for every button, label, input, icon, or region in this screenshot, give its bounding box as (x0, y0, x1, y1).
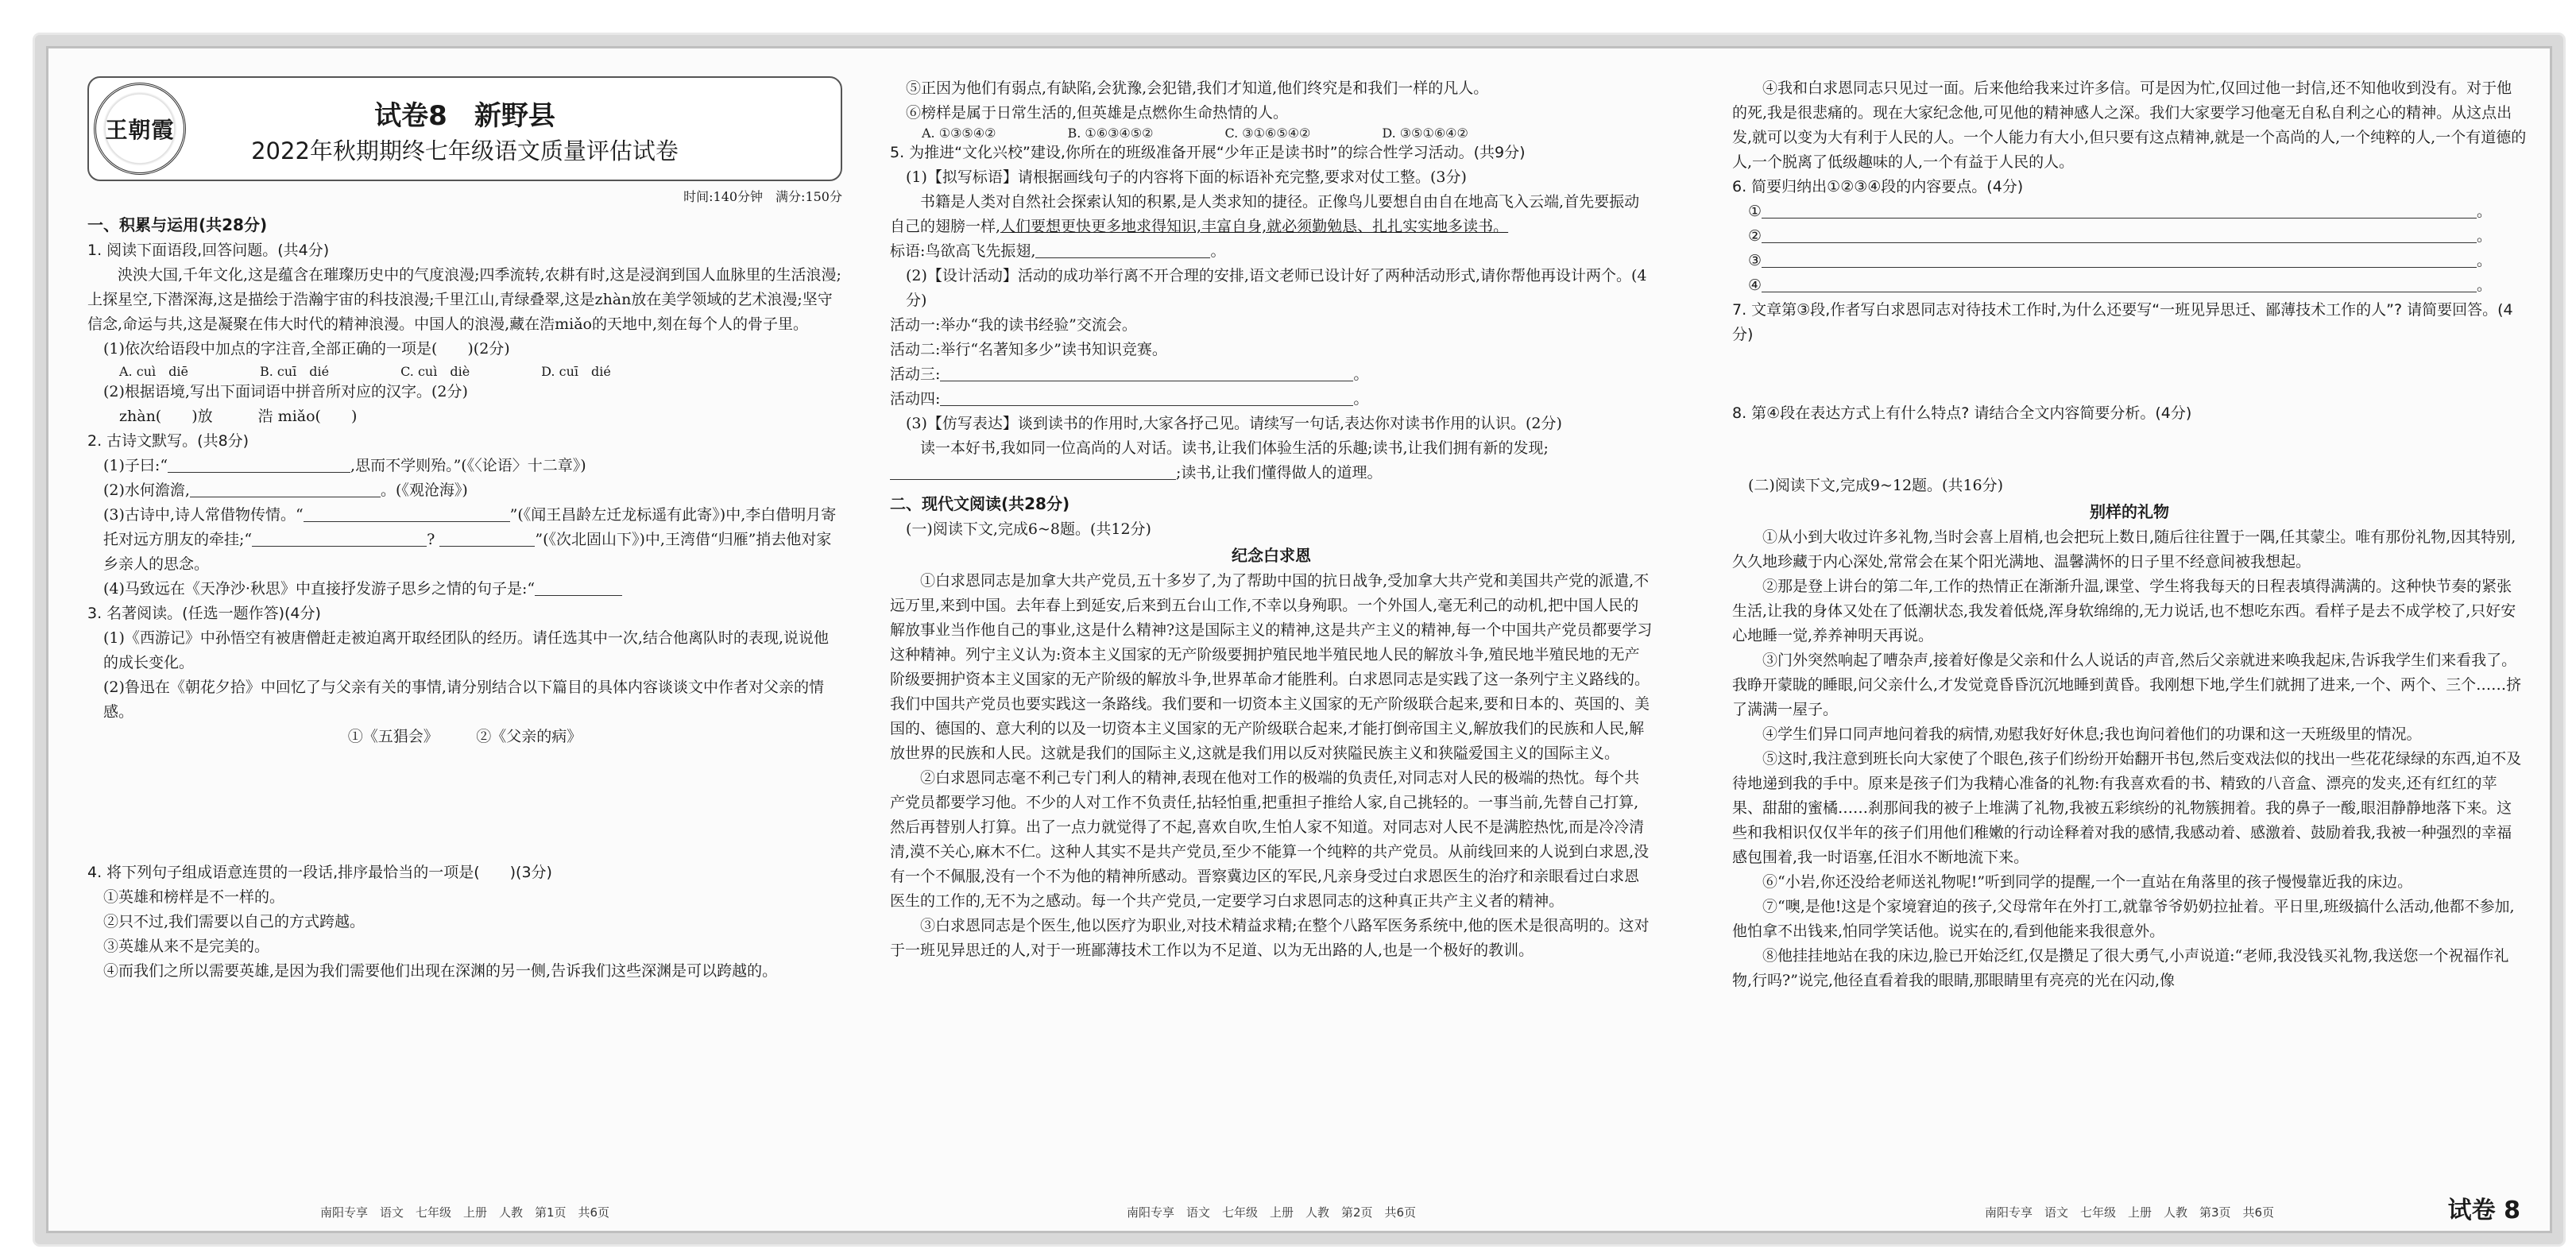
article-paragraph: ⑤这时,我注意到班长向大家使了个眼色,孩子们纷纷开始翻开书包,然后变戏法似的找出一些花花绿绿的东西,迫不及待地递到我的手中。原来是孩子们为我精心准备的礼物:有我喜欢看的书、精致的八音盒、漂亮的发夹,还有红红的苹果、甜甜的蜜橘……刹那间我的被子上堆满了礼物,我被五彩缤纷的礼物簇拥着。我的鼻子一酸,眼泪静静地落下来。这些和我相识仅仅半年的孩子们用他们稚嫩的行动诠释着对我的感情,我感动着、感激着、鼓励着我,我被一种强烈的幸福感包围着,我一时语塞,任泪水不断地流下来。 (1732, 750, 2522, 866)
article-paragraph: ④学生们异口同声地问着我的病情,劝慰我好好休息;我也询问着他们的功课和这一天班级里的情况。 (1762, 725, 2422, 743)
passage-end: ;读书,让我们懂得做人的道理。 (1176, 464, 1383, 482)
answer-line[interactable] (1762, 226, 2477, 243)
option-c[interactable]: C. ③①⑥⑤④② (1224, 126, 1311, 141)
article-paragraph: ①白求恩同志是加拿大共产党员,五十多岁了,为了帮助中国的抗日战争,受加拿大共产党和美国共产党的派遣,不远万里,来到中国。去年春上到延安,后来到五台山工作,不幸以身殉职。一个外国人,毫无利己的动机,把中国人民的解放事业当作他自己的事业,这是什么精神?这是国际主义的精神,这是共产主义的精神,每一个中国共产党员都要学习这种精神。列宁主义认为:资本主义国家的无产阶级要拥护殖民地半殖民地人民的解放斗争,殖民地半殖民地的无产阶级要拥护资本主义国家的无产阶级的解放斗争,世界革命才能胜利。白求恩同志是实践了这一条列宁主义路线的。我们中国共产党员也要实践这一条路线。我们要和一切资本主义国家的无产阶级联合起来,要和日本的、英国的、美国的、德国的、意大利的以及一切资本主义国家的无产阶级联合起来,才能打倒帝国主义,解放我们的民族和人民,解放世界的民族和人民。这就是我们的国际主义,这就是我们用以反对狭隘民族主义和狭隘爱国主义的国际主义。 (890, 572, 1653, 762)
underlined-sentence: 人们要想更快更多地求得知识,丰富自身,就必须勤勉恳、扎扎实实地多读书。 (1000, 218, 1509, 235)
exam-number: 试卷 8 (2447, 1197, 2520, 1224)
answer-mark: ③ (1748, 252, 1762, 269)
question-3: 3. 名著阅读。(任选一题作答)(4分) (87, 605, 321, 622)
question-2: 2. 古诗文默写。(共8分) (87, 432, 249, 450)
answer-blank[interactable] (890, 463, 1176, 480)
subsection: (一)阅读下文,完成6~8题。(共12分) (906, 520, 1151, 538)
option-a[interactable]: A. cuì diē (119, 364, 188, 379)
subsection: (二)阅读下文,完成9~12题。(共16分) (1748, 477, 2004, 494)
section-heading: 二、现代文阅读(共28分) (890, 494, 1070, 513)
article-paragraph: ②白求恩同志毫不利己专门利人的精神,表现在他对工作的极端的负责任,对同志对人民的极端的热忱。每个共产党员都要学习他。不少的人对工作不负责任,拈轻怕重,把重担子推给人家,自己挑轻的。一事当前,先替自己打算,然后再替别人打算。出了一点力就觉得了不起,喜欢自吹,生怕人家不知道。对同志对人民不是满腔热忱,而是冷冷清清,漠不关心,麻木不仁。这种人其实不是共产党员,至少不能算一个纯粹的共产党员。从前线回来的人说到白求恩,没有一个不佩服,没有一个不为他的精神所感动。晋察冀边区的军民,凡亲身受过白求恩医生的治疗和亲眼看过白求恩医生的工作的,无不为之感动。每一个共产党员,一定要学习白求恩同志的这种真正共产主义者的精神。 (890, 769, 1650, 910)
q2-2-a: (2)水何澹澹, (103, 482, 190, 499)
activity-4: 活动四: (890, 390, 941, 408)
article-title: 别样的礼物 (2090, 502, 2169, 521)
article-paragraph: ①从小到大收过许多礼物,当时会喜上眉梢,也会把玩上数日,随后往往置于一隅,任其蒙尘。唯有那份礼物,因其特别,久久地珍藏于内心深处,常常会在某个阳光满地、温馨满怀的日子里不经意间被我想起。 (1732, 528, 2516, 570)
question-3-1: (1)《西游记》中孙悟空有被唐僧赶走被迫离开取经团队的经历。请任选其中一次,结合他离队时的表现,说说他的成长变化。 (103, 629, 829, 671)
page-footer: 南阳专享 语文 七年级 上册 人教 第2页 共6页 (1126, 1205, 1417, 1220)
q2-1-b: ,思而不学则殆。”(《〈论语〉十二章》) (350, 457, 586, 474)
book-titles: ①《五猖会》 ②《父亲的病》 (347, 728, 582, 745)
exam-meta: 时间:140分钟 满分:150分 (683, 189, 842, 204)
question-7: 7. 文章第③段,作者写白求恩同志对待技术工作时,为什么还要写“一班见异思迁、鄙薄技术工作的人”? 请简要回答。(4分) (1732, 301, 2513, 343)
answer-blank[interactable] (190, 481, 381, 497)
options (890, 126, 1653, 141)
option-c[interactable]: C. cuì diè (400, 364, 470, 379)
page-2: ⑤正因为他们有弱点,有缺陷,会犹豫,会犯错,我们才知道,他们终究是和我们一样的凡人。 ⑥榜样是属于日常生活的,但英雄是点燃你生命热情的人。 A. ①③⑤④② B. ①⑥③④⑤② C. ③①⑥⑤④② D. ③⑤①⑥④② 5. 为推进“文化兴校”建设,你所在的班级准备开展“少年正是读书时”的综合性学习活动。(共9分) (1)【拟写标语】请根据画线句子的内容将下面的标语补充完整,要求对仗工整。(3分) 书籍是人类对自然社会探索认知的积累,是人类求知的捷径。正像鸟儿要想自由自在地高飞入云端,首先要振动自己的翅膀一样,人们要想更快更多地求得知识,丰富自身,就必须勤勉恳、扎扎实实地多读书。 标语:鸟欲高飞先振翅, 。 (2)【设计活动】活动的成功举行离不开合理的安排,语文老师已设计好了两种活动形式,请你帮他再设计两个。(4分) 活动一:举办“我的读书经验”交流会。 活动二:举行“名著知多少”读书知识竞赛。 活动三: 。 活动四: 。 (3)【仿写表达】谈到读书的作用时,大家各抒己见。请续写一句话,表达你对读书作用的认识。(2分) 读一本好书,我如同一位高尚的人对话。读书,让我们体验生活的乐趣;读书,让我们拥有新的发现;;读书,让我们懂得做人的道理。 二、现代文阅读(共28分) (一)阅读下文,完成6~8题。(共12分) 纪念白求恩 ①白求恩同志是加拿大共产党员,五十多岁了,为了帮助中国的抗日战争,受加拿大共产党和美国共产党的派遣,不远万里,来到中国。去年春上到延安,后来到五台山工作,不幸以身殉职。一个外国人,毫无利己的动机,把中国人民的解放事业当作他自己的事业,这是什么精神?这是国际主义的精神,这是共产主义的精神,每一个中国共产党员都要学习这种精神。列宁主义认为:资本主义国家的无产阶级要拥护殖民地半殖民地人民的解放斗争,殖民地半殖民地的无产阶级要拥护资本主义国家的无产阶级的解放斗争,世界革命才能胜利。白求恩同志是实践了这一条列宁主义路线的。我们中国共产党员也要实践这一条路线。我们要和一切资本主义国家的无产阶级联合起来,要和日本的、英国的、美国的、德国的、意大利的以及一切资本主义国家的无产阶级联合起来,才能打倒帝国主义,解放我们的民族和人民,解放世界的民族和人民。这就是我们的国际主义,这就是我们用以反对狭隘民族主义和狭隘爱国主义的国际主义。 ②白求恩同志毫不利己专门利人的精神,表现在他对工作的极端的负责任,对同志对人民的极端的热忱。每个共产党员都要学习他。不少的人对工作不负责任,拈轻怕重,把重担子推给人家,自己挑轻的。一事当前,先替自己打算,然后再替别人打算。出了一点力就觉得了不起,喜欢自吹,生怕人家不知道。对同志对人民不是满腔热忱,而是冷冷清清,漠不关心,麻木不仁。这种人其实不是共产党员,至少不能算一个纯粹的共产党员。从前线回来的人说到白求恩,没有一个不佩服,没有一个不为他的精神所感动。晋察冀边区的军民,凡亲身受过白求恩医生的治疗和亲眼看过白求恩医生的工作的,无不为之感动。每一个共产党员,一定要学习白求恩同志的这种真正共产主义者的精神。 ③白求恩同志是个医生,他以医疗为职业,对技术精益求精;在整个八路军医务系统中,他的医术是很高明的。这对于一班见异思迁的人,对于一班鄙薄技术工作以为不足道、以为无出路的人,也是一个极好的教训。 (890, 76, 1653, 963)
answer-line[interactable] (1762, 251, 2477, 268)
sentence: ⑥榜样是属于日常生活的,但英雄是点燃你生命热情的人。 (906, 104, 1289, 122)
exam-title: 试卷8 新野县 (374, 100, 555, 132)
activity-1: 活动一:举办“我的读书经验”交流会。 (890, 316, 1137, 334)
answer-line[interactable] (1762, 202, 2477, 219)
page-footer: 南阳专享 语文 七年级 上册 人教 第1页 共6页 (319, 1205, 610, 1220)
page-3: ④我和白求恩同志只见过一面。后来他给我来过许多信。可是因为忙,仅回过他一封信,还不知他收到没有。对于他的死,我是很悲痛的。现在大家纪念他,可见他的精神感人之深。我们大家要学习他毫无自私自利之心的精神。从这点出发,就可以变为大有利于人民的人。一个人能力有大小,但只要有这点精神,就是一个高尚的人,一个纯粹的人,一个有道德的人,一个脱离了低级趣味的人,一个有益于人民的人。 6. 简要归纳出①②③④段的内容要点。(4分) ① 。 ② 。 ③ 。 ④ 。 7. 文章第③段,作者写白求恩同志对待技术工作时,为什么还要写“一班见异思迁、鄙薄技术工作的人”? 请简要回答。(4分) 8. 第④段在表达方式上有什么特点? 请结合全文内容简要分析。(4分) (二)阅读下文,完成9~12题。(共16分) 别样的礼物 ①从小到大收过许多礼物,当时会喜上眉梢,也会把玩上数日,随后往往置于一隅,任其蒙尘。唯有那份礼物,因其特别,久久地珍藏于内心深处,常常会在某个阳光满地、温馨满怀的日子里不经意间被我想起。 ②那是登上讲台的第二年,工作的热情正在渐渐升温,课堂、学生将我每天的日程表填得满满的。这种快节奏的紧张生活,让我的身体又处在了低潮状态,我发着低烧,浑身软绵绵的,无力说话,也不想吃东西。看样子是去不成学校了,只好安心地睡一觉,养养神明天再说。 ③门外突然响起了嘈杂声,接着好像是父亲和什么人说话的声音,然后父亲就进来唤我起床,告诉我学生们来看我了。我睁开蒙眬的睡眼,问父亲什么,才发觉竟昏昏沉沉地睡到黄昏。我刚想下地,学生们就拥了进来,一个、两个、三个……挤了满满一屋子。 ④学生们异口同声地问着我的病情,劝慰我好好休息;我也询问着他们的功课和这一天班级里的情况。 ⑤这时,我注意到班长向大家使了个眼色,孩子们纷纷开始翻开书包,然后变戏法似的找出一些花花绿绿的东西,迫不及待地递到我的手中。原来是孩子们为我精心准备的礼物:有我喜欢看的书、精致的八音盒、漂亮的发夹,还有红红的苹果、甜甜的蜜橘……刹那间我的被子上堆满了礼物,我被五彩缤纷的礼物簇拥着。我的鼻子一酸,眼泪静静地落下来。这些和我相识仅仅半年的孩子们用他们稚嫩的行动诠释着对我的感情,我感动着、感激着、鼓励着我,我被一种强烈的幸福感包围着,我一时语塞,任泪水不断地流下来。 ⑥“小岩,你还没给老师送礼物呢!”听到同学的提醒,一个一直站在角落里的孩子慢慢靠近我的床边。 ⑦“噢,是他!这是个家境窘迫的孩子,父母常年在外打工,就靠爷爷奶奶拉扯着。平日里,班级搞什么活动,他都不参加,他怕拿不出钱来,怕同学笑话他。说实在的,看到他能来我很意外。 ⑧他挂挂地站在我的床边,脸已开始泛红,仅是攒足了很大勇气,小声说道:“老师,我没钱买礼物,我送您一个祝福作礼物,行吗?”说完,他径直看着我的眼睛,那眼睛里有亮亮的光在闪动,像 (1732, 76, 2527, 993)
section-heading: 一、积累与运用(共28分) (87, 215, 268, 234)
logo-text: 王朝霞 (105, 117, 175, 143)
answer-blank[interactable] (940, 365, 1353, 381)
question-1: 1. 阅读下面语段,回答问题。(共4分) (87, 242, 330, 259)
q2-3-b: ”(《闻王昌龄左迁龙标遥有此寄》)中,李白借明月寄托对远方朋友的牵挂;“ (103, 506, 837, 548)
answer-blank[interactable] (168, 456, 350, 473)
question-6: 6. 简要归纳出①②③④段的内容要点。(4分) (1732, 178, 2024, 195)
options (87, 362, 842, 380)
answer-line[interactable] (1762, 276, 2477, 292)
answer-blank[interactable] (535, 579, 622, 596)
article-paragraph: ③门外突然响起了嘈杂声,接着好像是父亲和什么人说话的声音,然后父亲就进来唤我起床,告诉我学生们来看我了。我睁开蒙眬的睡眼,问父亲什么,才发觉竟昏昏沉沉地睡到黄昏。我刚想下地,学生们就拥了进来,一个、两个、三个……挤了满满一屋子。 (1732, 652, 2522, 718)
q2-3-d: ”(《次北固山下》)中,王湾借“归雁”捎去他对家乡亲人的思念。 (103, 531, 832, 573)
activity-2: 活动二:举行“名著知多少”读书知识竞赛。 (890, 341, 1167, 358)
sentence: ①英雄和榜样是不一样的。 (103, 888, 285, 906)
answer-blank[interactable] (252, 530, 427, 547)
q2-2-b: 。(《观沧海》) (380, 482, 468, 499)
question-5-3: (3)【仿写表达】谈到读书的作用时,大家各抒己见。请续写一句话,表达你对读书作用的认识。(2分) (906, 415, 1562, 432)
question-4: 4. 将下列句子组成语意连贯的一段话,排序最恰当的一项是( )(3分) (87, 864, 552, 881)
question-3-2: (2)鲁迅在《朝花夕拾》中回忆了与父亲有关的事情,请分别结合以下篇目的具体内容谈谈文中作者对父亲的情感。 (103, 679, 824, 721)
passage: 读一本好书,我如同一位高尚的人对话。读书,让我们体验生活的乐趣;读书,让我们拥有新的发现; (920, 439, 1549, 457)
answer-blank[interactable] (940, 389, 1353, 406)
answer-mark: ④ (1748, 277, 1762, 294)
question-5: 5. 为推进“文化兴校”建设,你所在的班级准备开展“少年正是读书时”的综合性学习活动。(共9分) (890, 144, 1526, 161)
question-1-1: (1)依次给语段中加点的字注音,全部正确的一项是( )(2分) (103, 340, 510, 358)
page-footer: 南阳专享 语文 七年级 上册 人教 第3页 共6页 (1984, 1205, 2275, 1220)
option-b[interactable]: B. cuī dié (259, 364, 330, 379)
q2-3-a: (3)古诗中,诗人常借物传情。“ (103, 506, 304, 524)
article-paragraph: ③白求恩同志是个医生,他以医疗为职业,对技术精益求精;在整个八路军医务系统中,他的医术是很高明的。这对于一班见异思迁的人,对于一班鄙薄技术工作以为不足道、以为无出路的人,也是一个极好的教训。 (890, 917, 1650, 959)
option-d[interactable]: D. ③⑤①⑥④② (1382, 126, 1468, 141)
article-paragraph: ⑧他挂挂地站在我的床边,脸已开始泛红,仅是攒足了很大勇气,小声说道:“老师,我没钱买礼物,我送您一个祝福作礼物,行吗?”说完,他径直看着我的眼睛,那眼睛里有亮亮的光在闪动,像 (1732, 947, 2509, 989)
sentence: ②只不过,我们需要以自己的方式跨越。 (103, 913, 366, 930)
article-title: 纪念白求恩 (1232, 546, 1311, 565)
article-paragraph: ⑦“噢,是他!这是个家境窘迫的孩子,父母常年在外打工,就靠爷爷奶奶拉扯着。平日里,班级搞什么活动,他都不参加,他怕拿不出钱来,怕同学笑话他。说实在的,看到他能来我很意外。 (1732, 898, 2515, 940)
option-b[interactable]: B. ①⑥③④⑤② (1067, 126, 1154, 141)
answer-mark: ① (1748, 203, 1762, 220)
answer-blank[interactable] (439, 530, 535, 547)
answer-blank[interactable] (1035, 242, 1210, 258)
option-a[interactable]: A. ①③⑤④② (922, 126, 996, 141)
q2-4: (4)马致远在《天净沙·秋思》中直接抒发游子思乡之情的句子是:“ (103, 580, 536, 598)
article-paragraph: ⑥“小岩,你还没给老师送礼物呢!”听到同学的提醒,一个一直站在角落里的孩子慢慢靠近我的床边。 (1762, 873, 2413, 891)
slogan-label: 标语:鸟欲高飞先振翅, (890, 242, 1036, 260)
page-1 (87, 76, 842, 984)
sentence: ⑤正因为他们有弱点,有缺陷,会犹豫,会犯错,我们才知道,他们终究是和我们一样的凡人。 (906, 79, 1489, 97)
q2-3-c: ? (427, 531, 440, 548)
title-box (87, 76, 842, 181)
question-1-2: (2)根据语境,写出下面词语中拼音所对应的汉字。(2分) (103, 383, 468, 400)
exam-subtitle: 2022年秋期期终七年级语文质量评估试卷 (251, 137, 679, 164)
sentence: ④而我们之所以需要英雄,是因为我们需要他们出现在深渊的另一侧,告诉我们这些深渊是可以跨越的。 (103, 962, 778, 980)
question-5-2: (2)【设计活动】活动的成功举行离不开合理的安排,语文老师已设计好了两种活动形式,请你帮他再设计两个。(4分) (906, 267, 1647, 309)
answer-blank[interactable] (304, 505, 510, 522)
answer-mark: ② (1748, 227, 1762, 245)
pinyin-words: zhàn( )放 浩 miǎo( ) (119, 408, 358, 425)
question-8: 8. 第④段在表达方式上有什么特点? 请结合全文内容简要分析。(4分) (1732, 404, 2192, 422)
article-paragraph: ②那是登上讲台的第二年,工作的热情正在渐渐升温,课堂、学生将我每天的日程表填得满满的。这种快节奏的紧张生活,让我的身体又处在了低潮状态,我发着低烧,浑身软绵绵的,无力说话,也不想吃东西。看样子是去不成学校了,只好安心地睡一觉,养养神明天再说。 (1732, 578, 2516, 644)
q2-1-a: (1)子曰:“ (103, 457, 168, 474)
article-paragraph: ④我和白求恩同志只见过一面。后来他给我来过许多信。可是因为忙,仅回过他一封信,还不知他收到没有。对于他的死,我是很悲痛的。现在大家纪念他,可见他的精神感人之深。我们大家要学习他毫无自私自利之心的精神。从这点出发,就可以变为大有利于人民的人。一个人能力有大小,但只要有这点精神,就是一个高尚的人,一个纯粹的人,一个有道德的人,一个脱离了低级趣味的人,一个有益于人民的人。 (1732, 79, 2527, 171)
question-5-1: (1)【拟写标语】请根据画线句子的内容将下面的标语补充完整,要求对仗工整。(3分) (906, 168, 1467, 186)
passage: 书籍是人类对自然社会探索认知的积累,是人类求知的捷径。正像鸟儿要想自由自在地高飞入云端,首先要振动自己的翅膀一样, (890, 193, 1640, 235)
activity-3: 活动三: (890, 365, 941, 383)
passage: 泱泱大国,千年文化,这是蕴含在璀璨历史中的气度浪漫;四季流转,农耕有时,这是浸润到国人血脉里的生活浪漫;上探星空,下潜深海,这是描绘于浩瀚宇宙的科技浪漫;千里江山,青绿叠翠,这是zhàn放在美学领域的艺术浪漫;坚守信念,命运与共,这是凝聚在伟大时代的精神浪漫。中国人的浪漫,藏在浩miǎo的天地中,刻在每个人的骨子里。 (87, 266, 841, 333)
sentence: ③英雄从来不是完美的。 (103, 938, 270, 955)
option-d[interactable]: D. cuī dié (541, 364, 611, 379)
